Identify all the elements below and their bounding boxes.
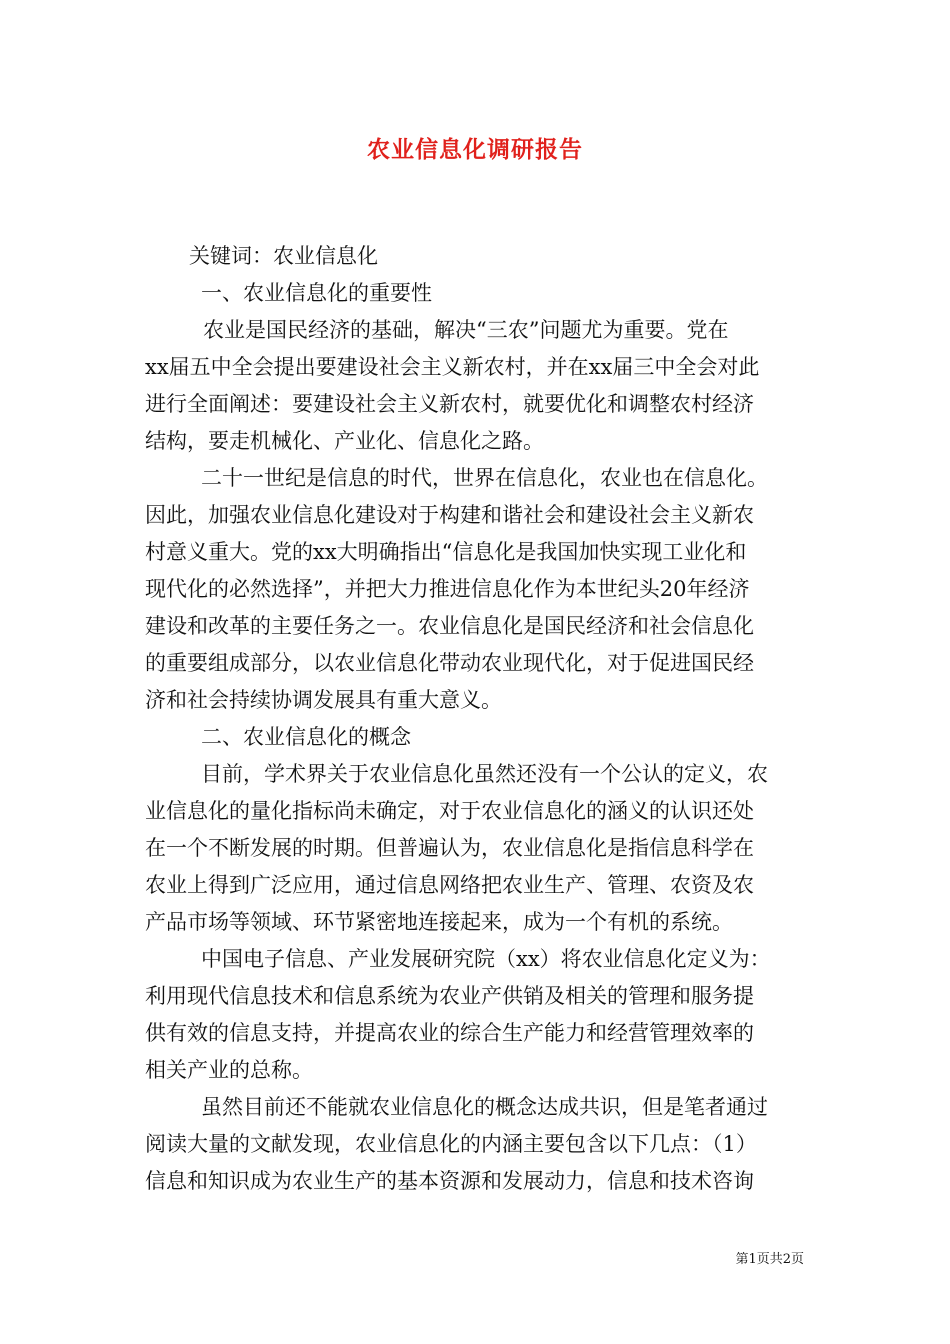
paragraph-line: 济和社会持续协调发展具有重大意义。 [145, 688, 502, 712]
section-heading-importance: 一、农业信息化的重要性 [201, 281, 432, 305]
paragraph-line: 业信息化的量化指标尚未确定，对于农业信息化的涵义的认识还处 [145, 799, 754, 823]
section-heading-concept: 二、农业信息化的概念 [201, 725, 411, 749]
document-body [145, 238, 805, 1200]
paragraph-line: 中国电子信息、产业发展研究院（xx）将农业信息化定义为： [201, 947, 771, 971]
paragraph-line: 相关产业的总称。 [145, 1058, 313, 1082]
paragraph-line: 虽然目前还不能就农业信息化的概念达成共识，但是笔者通过 [201, 1095, 768, 1119]
paragraph-line: xx届五中全会提出要建设社会主义新农村，并在xx届三中全会对此 [145, 355, 760, 379]
paragraph-line: 建设和改革的主要任务之一。农业信息化是国民经济和社会信息化 [145, 614, 754, 638]
paragraph-line: 农业上得到广泛应用，通过信息网络把农业生产、管理、农资及农 [145, 873, 754, 897]
paragraph-line: 二十一世纪是信息的时代，世界在信息化，农业也在信息化。 [201, 466, 768, 490]
paragraph-line: 阅读大量的文献发现，农业信息化的内涵主要包含以下几点：（1） [145, 1132, 757, 1156]
keywords-line: 关键词：农业信息化 [189, 244, 378, 268]
paragraph-importance-1 [145, 312, 805, 460]
paragraph-line: 农业是国民经济的基础，解决“三农”问题尤为重要。党在 [203, 318, 729, 342]
paragraph-line: 现代化的必然选择”，并把大力推进信息化作为本世纪头20年经济 [145, 577, 750, 601]
page-indicator: 第1页共2页 [735, 1252, 804, 1267]
paragraph-concept-1 [145, 756, 805, 941]
paragraph-line: 结构，要走机械化、产业化、信息化之路。 [145, 429, 544, 453]
paragraph-line: 进行全面阐述：要建设社会主义新农村，就要优化和调整农村经济 [145, 392, 754, 416]
paragraph-line: 村意义重大。党的xx大明确指出“信息化是我国加快实现工业化和 [145, 540, 747, 564]
paragraph-line: 因此，加强农业信息化建设对于构建和谐社会和建设社会主义新农 [145, 503, 754, 527]
paragraph-line: 目前，学术界关于农业信息化虽然还没有一个公认的定义，农 [201, 762, 768, 786]
paragraph-line: 产品市场等领域、环节紧密地连接起来，成为一个有机的系统。 [145, 910, 733, 934]
paragraph-line: 利用现代信息技术和信息系统为农业产供销及相关的管理和服务提 [145, 984, 754, 1008]
paragraph-line: 在一个不断发展的时期。但普遍认为，农业信息化是指信息科学在 [145, 836, 754, 860]
document-title: 农业信息化调研报告 [367, 136, 583, 163]
paragraph-line: 供有效的信息支持，并提高农业的综合生产能力和经营管理效率的 [145, 1021, 754, 1045]
paragraph-concept-3 [145, 1089, 805, 1200]
paragraph-importance-2 [145, 460, 805, 719]
paragraph-line: 的重要组成部分，以农业信息化带动农业现代化，对于促进国民经 [145, 651, 754, 675]
paragraph-concept-2 [145, 941, 805, 1089]
paragraph-line: 信息和知识成为农业生产的基本资源和发展动力，信息和技术咨询 [145, 1169, 754, 1193]
